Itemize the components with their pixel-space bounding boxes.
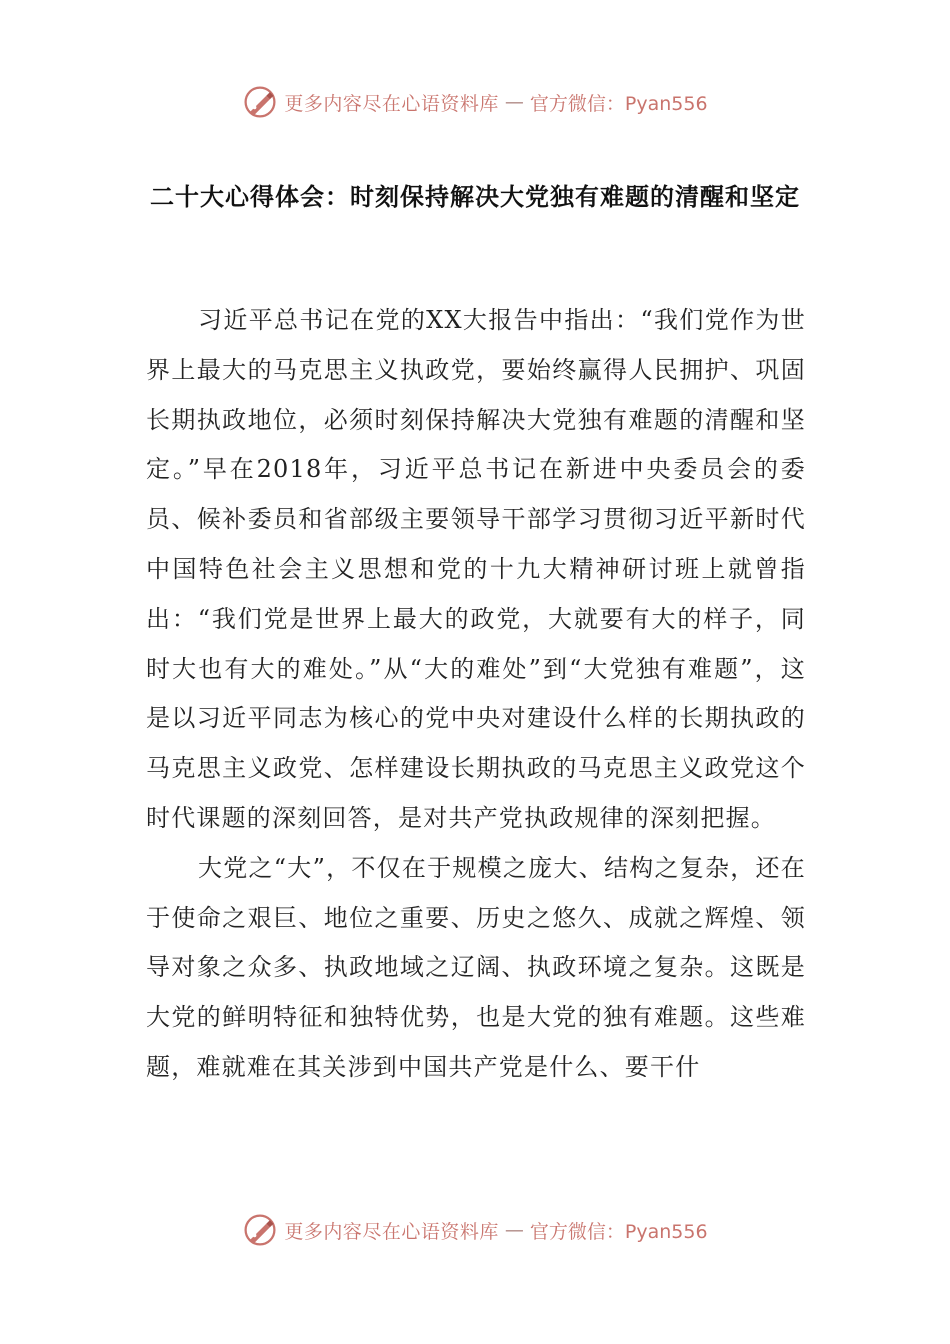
header-banner-separator: — [504,91,524,113]
footer-banner-wechat: 官方微信：Pyan556 [529,1220,708,1243]
footer-banner-separator: — [504,1219,524,1241]
document-body [146,296,806,1093]
footer-banner-text: 更多内容尽在心语资料库 [284,1220,499,1243]
document-title: 二十大心得体会：时刻保持解决大党独有难题的清醒和坚定 [150,183,800,211]
footer-banner [0,1210,950,1250]
header-banner-wechat: 官方微信：Pyan556 [529,92,708,115]
header-banner-text: 更多内容尽在心语资料库 [284,92,499,115]
header-banner [0,82,950,122]
paragraph: 习近平总书记在党的XX大报告中指出：“我们党作为世界上最大的马克思主义执政党，要始终赢得人民拥护、巩固长期执政地位，必须时刻保持解决大党独有难题的清醒和坚定。”早在2018年，习近平总书记在新进中央委员会的委员、候补委员和省部级主要领导干部学习贯彻习近平新时代中国特色社会主义思想和党的十九大精神研讨班上就曾指出：“我们党是世界上最大的政党，大就要有大的样子，同时大也有大的难处。”从“大的难处”到“大党独有难题”，这是以习近平同志为核心的党中央对建设什么样的长期执政的马克思主义政党、怎样建设长期执政的马克思主义政党这个时代课题的深刻回答，是对共产党执政规律的深刻把握。 [146,306,806,832]
pen-nib-logo-icon [242,84,278,120]
paragraph: 大党之“大”，不仅在于规模之庞大、结构之复杂，还在于使命之艰巨、地位之重要、历史之悠久、成就之辉煌、领导对象之众多、执政地域之辽阔、执政环境之复杂。这既是大党的鲜明特征和独特优势，也是大党的独有难题。这些难题，难就难在其关涉到中国共产党是什么、要干什 [146,853,806,1081]
pen-nib-logo-icon [242,1212,278,1248]
